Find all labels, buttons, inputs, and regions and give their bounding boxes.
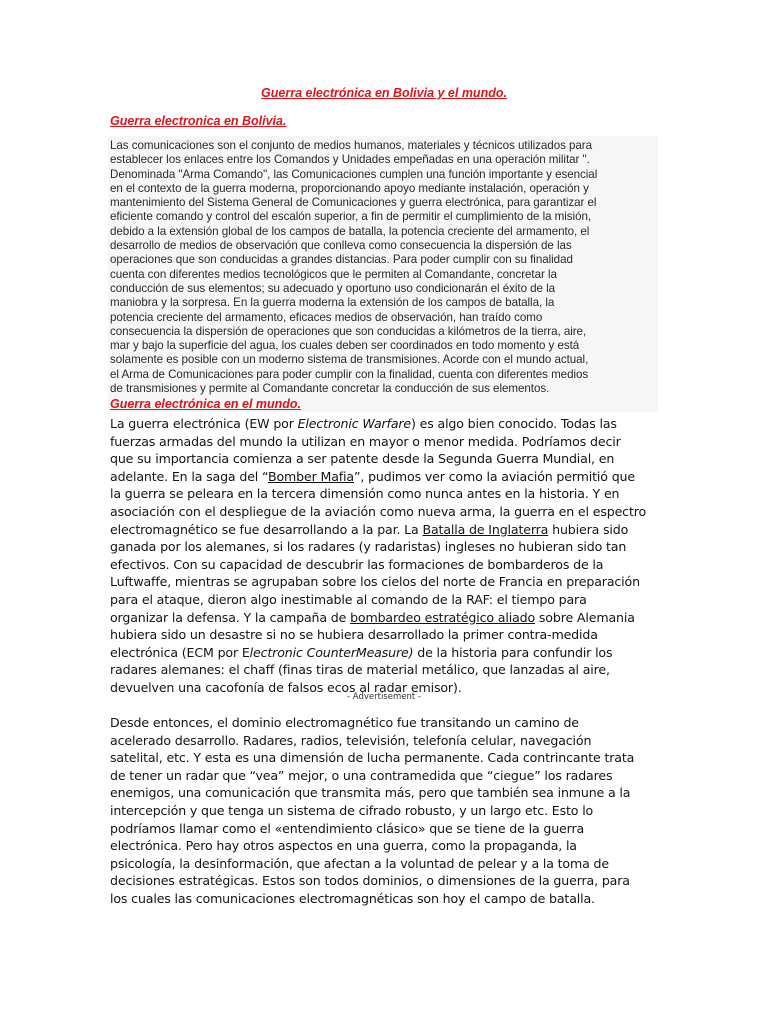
link-bomber-mafia[interactable]: Bomber Mafia xyxy=(268,468,354,484)
text-run: La guerra electrónica (EW por xyxy=(110,416,298,431)
text-run: ) es algo bien conocido. Todas las xyxy=(411,416,617,431)
link-batalla-de-inglaterra[interactable]: Batalla de Inglaterra xyxy=(422,521,549,537)
paragraph-1 xyxy=(110,415,662,697)
document-title: Guerra electrónica en Bolivia y el mundo. xyxy=(261,86,507,100)
text-line: devuelven una cacofonía de falsos ecos al radar emisor). xyxy=(110,679,462,695)
text-run-italic: lectronic CounterMeasure) xyxy=(249,644,414,660)
text-line: de tener un radar que “vea” mejor, o una contramedida que “ciegue” los radares xyxy=(110,767,613,783)
quoted-block-text xyxy=(110,139,655,396)
text-line: electrónica. Pero hay otros aspectos en una guerra, como la propaganda, la xyxy=(110,838,577,854)
text-line: intercepción y que tenga un sistema de cifrado robusto, y un largo etc. Esto lo xyxy=(110,802,594,818)
text-line: Desde entonces, el dominio electromagnético fue transitando un camino de xyxy=(110,715,579,730)
text-run-italic: Electronic Warfare xyxy=(297,416,412,431)
text-line: efectivos. Con su capacidad de descubrir las formaciones de bombarderos de la xyxy=(110,556,604,572)
text-run: hubiera sido xyxy=(548,521,629,537)
text-line: para el ataque, dieron algo inestimable al comando de la RAF: el tiempo para xyxy=(110,591,587,607)
text-run: ”, pudimos ver como la aviación permitió que xyxy=(353,468,635,484)
text-run: de la historia para confundir los xyxy=(413,644,613,660)
text-line: enemigos, una comunicación que transmita más, pero que también sea inmune a la xyxy=(110,785,631,801)
text-line xyxy=(110,609,662,627)
text-line: eficiente comando y control del escalón superior, a fin de permitir el cumplimiento de la misión, xyxy=(110,210,592,224)
text-line: decisiones estratégicas. Estos son todos dominios, o dimensiones de la guerra, para xyxy=(110,873,630,889)
text-line: establecer los enlaces entre los Comandos y Unidades empeñadas en una operación militar ". xyxy=(110,153,590,167)
text-line: psicología, la desinformación, que afectan a la voluntad de pelear y a la toma de xyxy=(110,855,609,871)
text-line: acelerado desarrollo. Radares, radios, televisión, telefonía celular, navegación xyxy=(110,732,592,748)
text-line: consecuencia la dispersión de operaciones que son conducidas a kilómetros de la tierra, aire, xyxy=(110,324,587,338)
section-heading-mundo: Guerra electrónica en el mundo. xyxy=(110,397,302,411)
text-line: desarrollo de medios de observación que conlleva como consecuencia la dispersión de las xyxy=(110,239,572,253)
text-line xyxy=(110,644,662,662)
text-line: hubiera sido un desastre si no se hubiera desarrollado la primer contra-medida xyxy=(110,627,598,643)
section-heading-bolivia: Guerra electronica en Bolivia. xyxy=(110,114,287,128)
text-line: Luftwaffe, mientras se agrupaban sobre los cielos del norte de Francia en preparación xyxy=(110,574,640,590)
text-line: radares alemanes: el chaff (finas tiras de material metálico, que lanzadas al aire, xyxy=(110,662,610,678)
text-run: organizar la defensa. Y la campaña de xyxy=(110,609,351,625)
text-line: cuenta con diferentes medios tecnológicos que le permiten al Comandante, concretar la xyxy=(110,267,557,281)
text-line: solamente es posible con un moderno sistema de transmisiones. Acorde con el mundo actual, xyxy=(110,353,589,367)
text-line xyxy=(110,415,662,433)
text-line xyxy=(110,468,662,486)
text-run: adelante. En la saga del “ xyxy=(110,468,268,484)
text-run: sobre Alemania xyxy=(535,609,635,625)
text-run: electromagnético se fue desarrollando a la par. La xyxy=(110,521,423,537)
text-line: maniobra y la sorpresa. En la guerra moderna la extensión de los campos de batalla, la xyxy=(110,296,555,310)
text-run: electrónica (ECM por E xyxy=(110,644,250,660)
text-line: en el contexto de la guerra moderna, proporcionando apoyo mediante instalación, operación y xyxy=(110,181,589,195)
text-line: podríamos llamar como el «entendimiento clásico» que se tiene de la guerra xyxy=(110,820,585,836)
text-line xyxy=(110,521,662,539)
text-line: la guerra se peleara en la tercera dimensión como nunca antes en la historia. Y en xyxy=(110,486,620,502)
text-line: que su importancia comienza a ser patente desde la Segunda Guerra Mundial, en xyxy=(110,451,615,467)
text-line: conducción de sus elementos; su adecuado y oportuno uso condicionarán el éxito de la xyxy=(110,281,556,295)
link-bombardeo-estrategico[interactable]: bombardeo estratégico aliado xyxy=(350,609,536,625)
text-line: operaciones que son conducidas a grandes distancias. Para poder cumplir con su finalidad xyxy=(110,253,573,267)
text-line: Las comunicaciones son el conjunto de medios humanos, materiales y técnicos utilizados para xyxy=(110,139,593,152)
text-line: potencia creciente del armamento, eficaces medios de observación, han traído como xyxy=(110,310,543,324)
text-line: ganada por los alemanes, si los radares (y radaristas) ingleses no hubieran sido tan xyxy=(110,539,627,555)
paragraph-2 xyxy=(110,714,662,908)
text-line: mar y bajo la superficie del agua, los cuales deben ser coordinados en todo momento y está xyxy=(110,339,580,353)
text-line: asociación con el despliegue de la aviación como nueva arma, la guerra en el espectro xyxy=(110,503,647,519)
text-line: Denominada "Arma Comando", las Comunicaciones cumplen una función importante y esencial xyxy=(110,167,598,181)
text-line: de transmisiones y permite al Comandante concretar la conducción de sus elementos. xyxy=(110,382,550,396)
text-line: los cuales las comunicaciones electromagnéticas son hoy el campo de batalla. xyxy=(110,890,595,906)
text-line: el Arma de Comunicaciones para poder cumplir con la finalidad, cuenta con diferentes medios xyxy=(110,367,589,381)
advertisement-label: - Advertisement - xyxy=(347,692,421,702)
text-line: satelital, etc. Y esta es una dimensión de lucha permanente. Cada contrincante trata xyxy=(110,750,635,766)
text-line: fuerzas armadas del mundo la utilizan en mayor o menor medida. Podríamos decir xyxy=(110,433,621,449)
text-line: mantenimiento del Sistema General de Comunicaciones y guerra electrónica, para garantizar el xyxy=(110,196,597,210)
text-line: debido a la extensión global de los campos de batalla, la potencia creciente del armamento, el xyxy=(110,224,590,238)
